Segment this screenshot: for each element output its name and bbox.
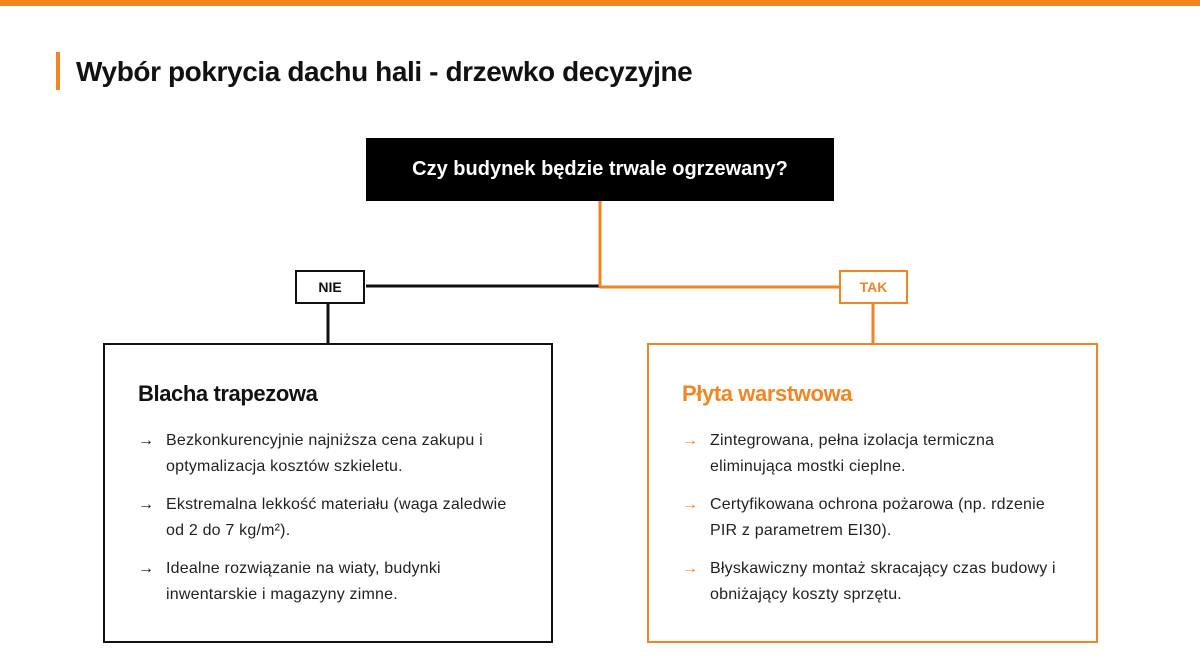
benefit-text: Bezkonkurencyjnie najniższa cena zakupu i optymalizacja kosztów szkieletu. <box>166 432 483 475</box>
benefit-list <box>682 428 1072 620</box>
benefit-text: Zintegrowana, pełna izolacja termiczna eliminująca mostki cieplne. <box>710 432 995 475</box>
benefit-list <box>138 428 528 620</box>
branch-label-yes: TAK <box>839 270 908 304</box>
branch-label-no: NIE <box>295 270 365 304</box>
arrow-right-icon: → <box>682 432 698 449</box>
top-accent-bar <box>0 0 1200 6</box>
option-title: Płyta warstwowa <box>682 381 853 406</box>
benefit-text: Błyskawiczny montaż skracający czas budowy i obniżający koszty sprzętu. <box>710 560 1056 603</box>
benefit-text: Certyfikowana ochrona pożarowa (np. rdzenie PIR z parametrem EI30). <box>710 496 1045 539</box>
benefit-item <box>138 492 528 544</box>
benefit-item <box>138 428 528 480</box>
option-card-trapezoidal-sheet <box>103 343 553 643</box>
benefit-item <box>682 428 1072 480</box>
title-accent-marker <box>56 52 60 90</box>
arrow-right-icon: → <box>682 496 698 513</box>
arrow-right-icon: → <box>138 432 154 449</box>
arrow-right-icon: → <box>138 496 154 513</box>
benefit-text: Idealne rozwiązanie na wiaty, budynki inwentarskie i magazyny zimne. <box>166 560 441 603</box>
decision-question: Czy budynek będzie trwale ogrzewany? <box>366 138 834 201</box>
benefit-item <box>682 492 1072 544</box>
option-card-sandwich-panel <box>647 343 1098 643</box>
arrow-right-icon: → <box>138 560 154 577</box>
benefit-text: Ekstremalna lekkość materiału (waga zaledwie od 2 do 7 kg/m²). <box>166 496 507 539</box>
benefit-item <box>682 556 1072 608</box>
arrow-right-icon: → <box>682 560 698 577</box>
page-title: Wybór pokrycia dachu hali - drzewko decyzyjne <box>76 56 693 87</box>
benefit-item <box>138 556 528 608</box>
option-title: Blacha trapezowa <box>138 381 318 406</box>
